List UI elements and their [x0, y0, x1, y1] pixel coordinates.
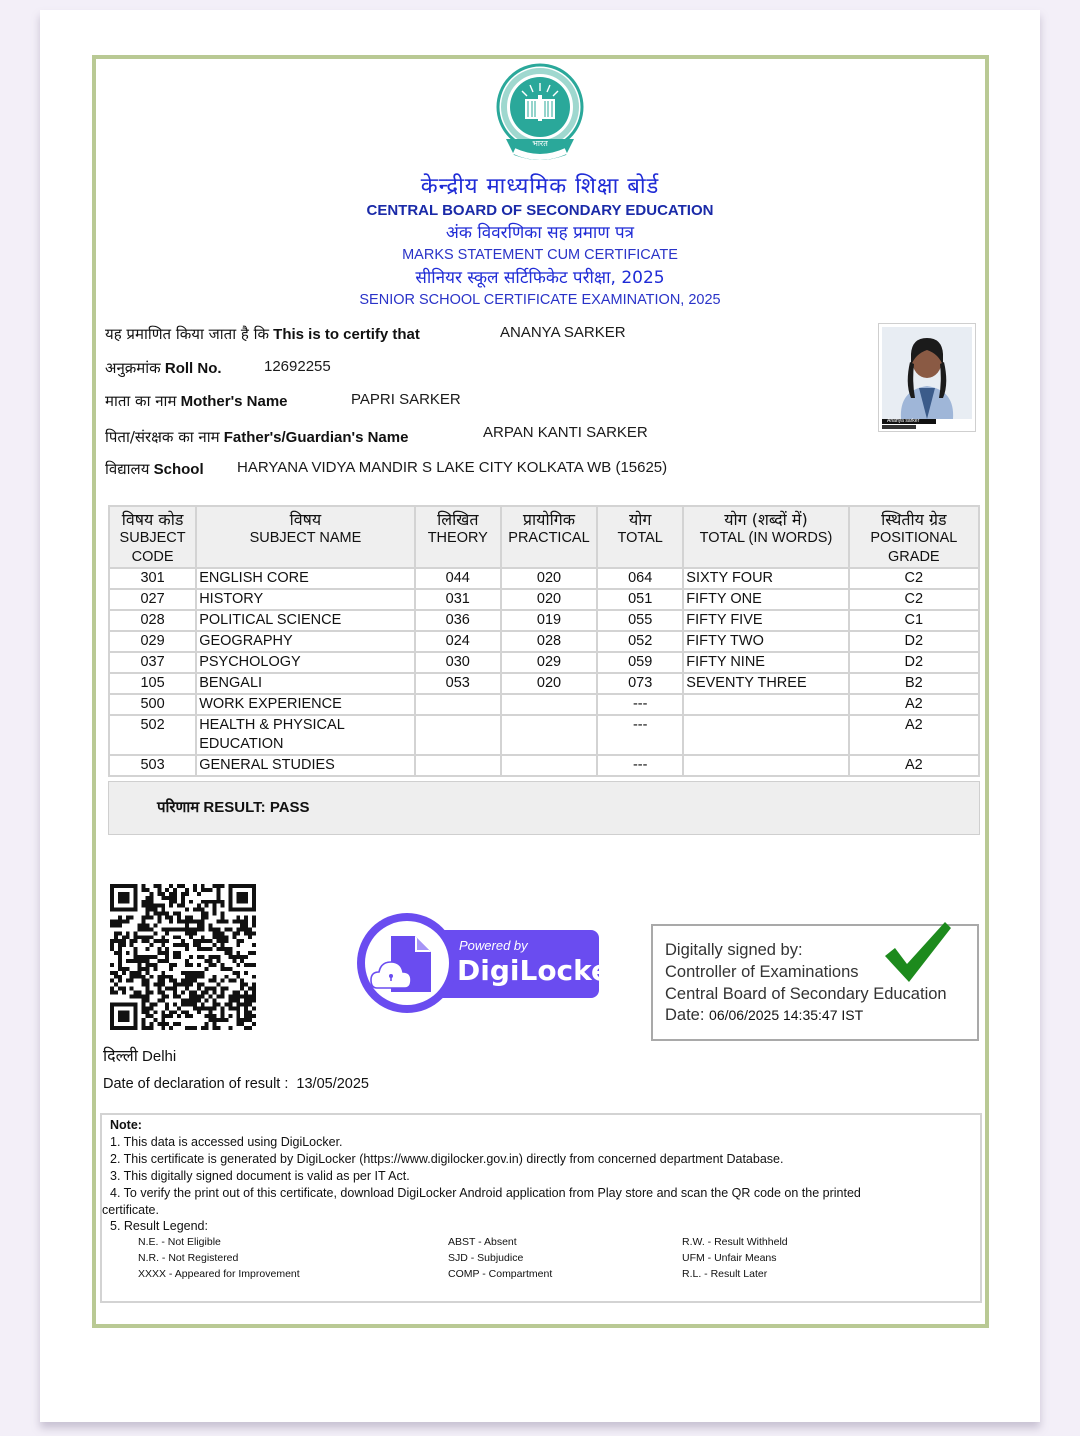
cell-theory [415, 755, 501, 776]
cell-name: GEOGRAPHY [196, 631, 415, 652]
cell-total: 052 [597, 631, 683, 652]
roll-label: अनुक्रमांक Roll No. [105, 359, 222, 377]
col-subject-name: विषय SUBJECT NAME [196, 506, 415, 568]
note-item: 1. This data is accessed using DigiLocker. [110, 1135, 343, 1149]
legend-item: UFM - Unfair Means [682, 1252, 777, 1264]
digilocker-brand-text: DigiLocker [457, 954, 624, 987]
digilocker-badge [355, 912, 624, 1014]
note-item: 2. This certificate is generated by DigiLocker (https://www.digilocker.gov.in) directly from concerned department Database. [110, 1152, 784, 1166]
cell-words [683, 755, 848, 776]
cell-code: 027 [109, 589, 196, 610]
certify-label: यह प्रमाणित किया जाता है कि This is to certify that [105, 325, 420, 343]
cell-theory [415, 694, 501, 715]
note-item: 3. This digitally signed document is valid as per IT Act. [110, 1169, 410, 1183]
legend-item: R.L. - Result Later [682, 1268, 768, 1280]
board-name-english: CENTRAL BOARD OF SECONDARY EDUCATION [366, 202, 714, 219]
notes-panel [100, 1113, 982, 1303]
table-row [109, 755, 979, 776]
cell-words: FIFTY FIVE [683, 610, 848, 631]
cell-name: BENGALI [196, 673, 415, 694]
cell-grade: A2 [849, 694, 979, 715]
cell-total: 073 [597, 673, 683, 694]
cell-grade: C2 [849, 589, 979, 610]
roll-number: 12692255 [264, 358, 331, 375]
father-label: पिता/संरक्षक का नाम Father's/Guardian's Name [105, 428, 409, 446]
document-title-hindi: अंक विवरणिका सह प्रमाण पत्र [445, 223, 635, 243]
cell-practical [501, 694, 597, 715]
cell-grade: B2 [849, 673, 979, 694]
table-row [109, 673, 979, 694]
cell-code: 028 [109, 610, 196, 631]
board-name-hindi: केन्द्रीय माध्यमिक शिक्षा बोर्ड [420, 174, 660, 199]
cell-total: 059 [597, 652, 683, 673]
cell-practical [501, 715, 597, 755]
cell-grade: A2 [849, 755, 979, 776]
signature-date: Date: 06/06/2025 14:35:47 IST [665, 1006, 864, 1024]
cell-grade: C1 [849, 610, 979, 631]
cell-grade: C2 [849, 568, 979, 589]
cell-words [683, 715, 848, 755]
legend-item: N.R. - Not Registered [138, 1252, 239, 1264]
cell-theory: 044 [415, 568, 501, 589]
cell-grade: A2 [849, 715, 979, 755]
cell-theory: 024 [415, 631, 501, 652]
cell-theory: 030 [415, 652, 501, 673]
legend-item: SJD - Subjudice [448, 1252, 524, 1264]
student-portrait-icon [879, 324, 975, 431]
cell-total: 064 [597, 568, 683, 589]
candidate-photo [878, 323, 976, 432]
signed-by-label: Digitally signed by: [665, 941, 803, 959]
cell-words: FIFTY ONE [683, 589, 848, 610]
exam-title-hindi: सीनियर स्कूल सर्टिफिकेट परीक्षा, 2025 [415, 268, 665, 288]
cbse-logo-icon [492, 63, 588, 171]
cell-code: 502 [109, 715, 196, 755]
cell-practical: 029 [501, 652, 597, 673]
cell-practical [501, 755, 597, 776]
school-label: विद्यालय School [105, 460, 204, 478]
cell-name: POLITICAL SCIENCE [196, 610, 415, 631]
school-name: HARYANA VIDYA MANDIR S LAKE CITY KOLKATA WB (15625) [237, 459, 668, 476]
cell-grade: D2 [849, 652, 979, 673]
legend-item: XXXX - Appeared for Improvement [138, 1268, 300, 1280]
table-row [109, 568, 979, 589]
cell-practical: 028 [501, 631, 597, 652]
exam-title-english: SENIOR SCHOOL CERTIFICATE EXAMINATION, 2025 [359, 292, 721, 308]
legend-item: ABST - Absent [448, 1236, 517, 1248]
cell-name: PSYCHOLOGY [196, 652, 415, 673]
legend-item: COMP - Compartment [448, 1268, 553, 1280]
declaration-date: Date of declaration of result : 13/05/2025 [103, 1076, 369, 1092]
powered-by-text: Powered by [459, 938, 528, 953]
note-item: 4. To verify the print out of this certificate, download DigiLocker Android application from Play store and scan the QR code on the printed [110, 1186, 861, 1200]
document-title-english: MARKS STATEMENT CUM CERTIFICATE [402, 247, 678, 263]
cell-words: SIXTY FOUR [683, 568, 848, 589]
result-status: परिणाम RESULT: PASS [157, 798, 310, 816]
signer-title: Controller of Examinations [665, 963, 859, 981]
cell-code: 105 [109, 673, 196, 694]
cell-total: --- [597, 694, 683, 715]
cell-theory: 031 [415, 589, 501, 610]
table-header-row [109, 506, 979, 568]
cell-name: HISTORY [196, 589, 415, 610]
cell-code: 301 [109, 568, 196, 589]
col-total: योग TOTAL [597, 506, 683, 568]
cell-grade: D2 [849, 631, 979, 652]
cell-practical: 019 [501, 610, 597, 631]
cell-code: 029 [109, 631, 196, 652]
note-item: 5. Result Legend: [110, 1219, 208, 1233]
legend-item: N.E. - Not Eligible [138, 1236, 221, 1248]
table-row [109, 610, 979, 631]
notes-title: Note: [110, 1118, 142, 1132]
candidate-name: ANANYA SARKER [500, 324, 626, 341]
cell-practical: 020 [501, 673, 597, 694]
cell-code: 503 [109, 755, 196, 776]
col-positional-grade: स्थितीय ग्रेड POSITIONAL GRADE [849, 506, 979, 568]
cell-total: --- [597, 715, 683, 755]
col-theory: लिखित THEORY [415, 506, 501, 568]
result-panel [108, 781, 980, 835]
table-row [109, 694, 979, 715]
result-value: PASS [269, 799, 310, 816]
cell-name: WORK EXPERIENCE [196, 694, 415, 715]
table-row [109, 589, 979, 610]
cell-theory: 053 [415, 673, 501, 694]
photo-caption: Ananya sarker [887, 418, 920, 424]
father-name: ARPAN KANTI SARKER [483, 424, 648, 441]
cell-words: FIFTY TWO [683, 631, 848, 652]
col-total-words: योग (शब्दों में) TOTAL (IN WORDS) [683, 506, 848, 568]
cell-total: --- [597, 755, 683, 776]
cell-code: 037 [109, 652, 196, 673]
cell-practical: 020 [501, 568, 597, 589]
col-practical: प्रायोगिक PRACTICAL [501, 506, 597, 568]
mother-label: माता का नाम Mother's Name [105, 392, 288, 410]
marks-table [108, 505, 980, 777]
cell-words [683, 694, 848, 715]
digital-signature-box[interactable] [651, 924, 979, 1041]
cell-name: ENGLISH CORE [196, 568, 415, 589]
col-subject-code: विषय कोड SUBJECT CODE [109, 506, 196, 568]
cell-name: GENERAL STUDIES [196, 755, 415, 776]
table-row [109, 652, 979, 673]
cell-practical: 020 [501, 589, 597, 610]
mother-name: PAPRI SARKER [351, 391, 461, 408]
verified-checkmark-icon [881, 916, 953, 988]
table-row [109, 631, 979, 652]
cell-words: FIFTY NINE [683, 652, 848, 673]
svg-text:भारत: भारत [532, 139, 548, 148]
cell-words: SEVENTY THREE [683, 673, 848, 694]
cell-name: HEALTH & PHYSICAL EDUCATION [196, 715, 415, 755]
issue-place: दिल्ली Delhi [103, 1046, 177, 1065]
qr-code[interactable] [110, 884, 256, 1030]
cell-theory [415, 715, 501, 755]
note-item-continued: certificate. [102, 1203, 159, 1217]
cell-total: 055 [597, 610, 683, 631]
legend-item: R.W. - Result Withheld [682, 1236, 788, 1248]
cell-code: 500 [109, 694, 196, 715]
table-row [109, 715, 979, 755]
cell-theory: 036 [415, 610, 501, 631]
signer-organization: Central Board of Secondary Education [665, 985, 947, 1003]
cell-total: 051 [597, 589, 683, 610]
